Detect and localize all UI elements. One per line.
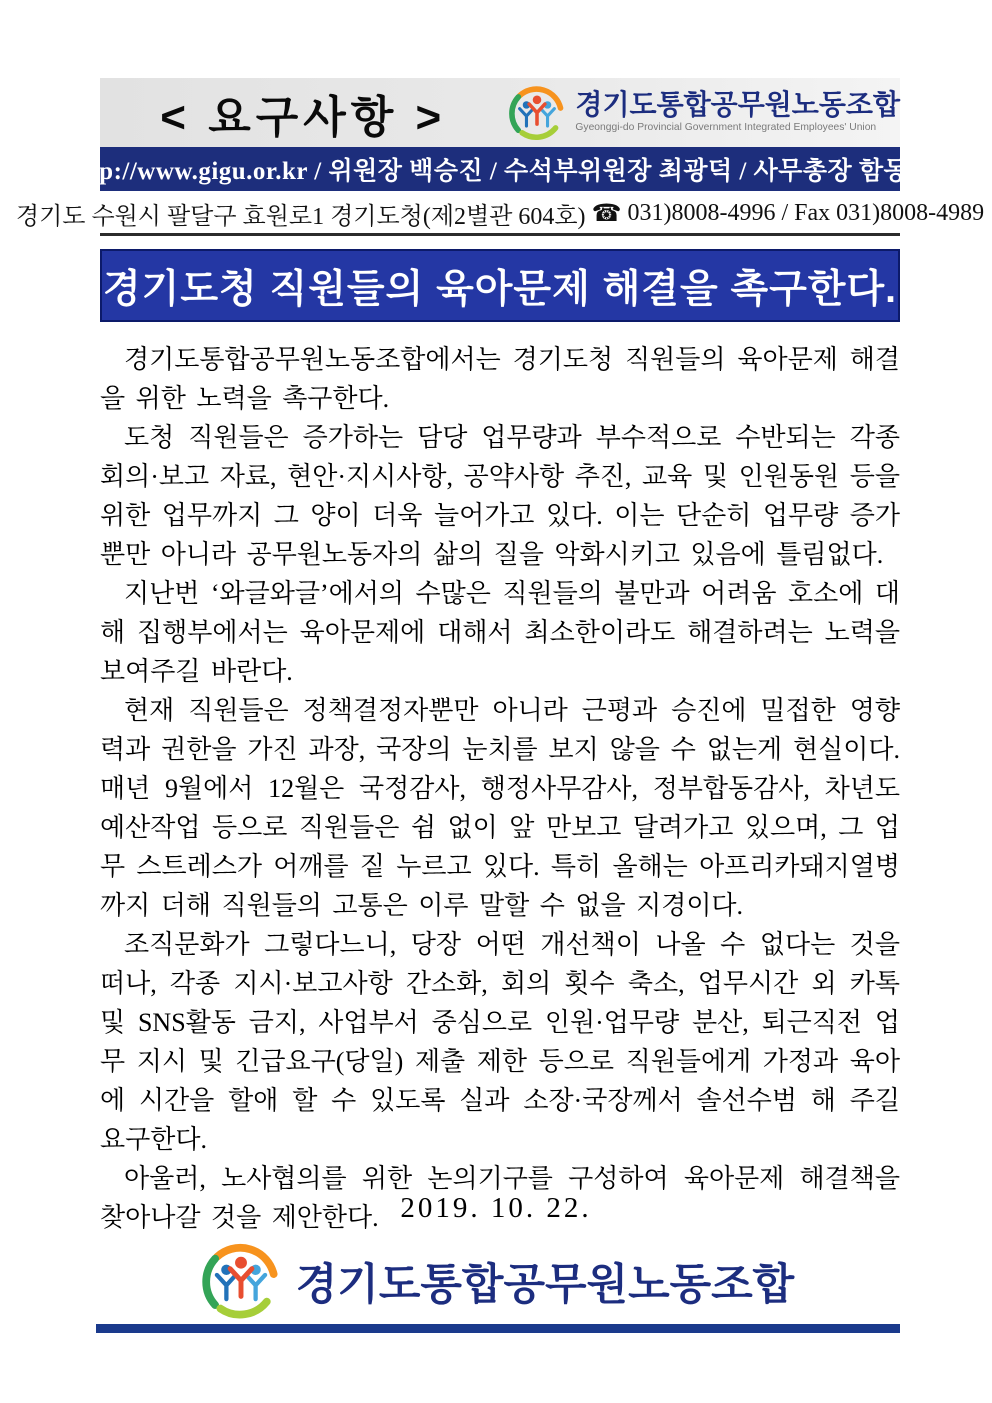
date-line: 2019. 10. 22. — [400, 1192, 592, 1224]
headline-box — [100, 249, 900, 322]
paragraph: 현재 직원들은 정책결정자뿐만 아니라 근평과 승진에 밀접한 영향력과 권한을 가진 과장, 국장의 눈치를 보지 않을 수 없는게 현실이다. 매년 9월에서 12월은 국정감사, 행정사무감사, 정부합동감사, 차년도 예산작업 등으로 직원들은 쉼 없이 앞 만보고 달려가고 있으며, 그 업무 스트레스가 어깨를 짙 누르고 있다. 특히 올해는 아프리카돼지열병까지 더해 직원들의 고통은 이루 말할 수 없을 지경이다. — [100, 696, 900, 920]
headline-text: 경기도청 직원들의 육아문제 해결을 촉구한다. — [103, 267, 897, 311]
union-logo-icon — [198, 1238, 284, 1324]
info-bar: http://www.gigu.or.kr / 위원장 백승진 / 수석부위원장 최광덕 / 사무총장 함동균 — [100, 147, 900, 191]
address-text: 경기도 수원시 팔달구 효원로1 경기도청(제2별관 604호) — [15, 203, 586, 230]
paragraph: 아울러, 노사협의를 위한 논의기구를 구성하여 육아문제 해결책을 찾아나갈 것을 제안한다. — [100, 1164, 900, 1232]
union-logo-icon — [506, 82, 568, 144]
banner-title: < 요구사항 > — [160, 92, 447, 142]
paragraph: 도청 직원들은 증가하는 담당 업무량과 부수적으로 수반되는 각종 회의·보고 자료, 현안·지시사항, 공약사항 추진, 교육 및 인원동원 등을 위한 업무까지 그 양이 더욱 늘어가고 있다. 이는 단순히 업무량 증가뿐만 아니라 공무원노동자의 삶의 질을 악화시키고 있음에 틀림없다. — [100, 423, 900, 569]
footer-logo-block — [0, 1238, 992, 1324]
org-name-english: Gyeonggi-do Provincial Government Integrated Employees' Union — [575, 122, 877, 134]
header-logo-block — [506, 82, 900, 144]
phone-icon: ☎ — [591, 200, 622, 227]
phone-fax-text: 031)8008-4996 / Fax 031)8008-4989 — [627, 199, 985, 226]
paragraph: 경기도통합공무원노동조합에서는 경기도청 직원들의 육아문제 해결을 위한 노력을 촉구한다. — [100, 345, 900, 413]
org-name: 경기도통합공무원노동조합 — [575, 89, 900, 121]
header-banner — [100, 78, 900, 147]
paragraph: 지난번 ‘와글와글’에서의 수많은 직원들의 불만과 어려움 호소에 대해 집행부에서는 육아문제에 대해서 최소한이라도 해결하려는 노력을 보여주길 바란다. — [100, 579, 900, 686]
paragraph: 조직문화가 그렇다느니, 당장 어떤 개선책이 나올 수 없다는 것을 떠나, 각종 지시·보고사항 간소화, 회의 횟수 축소, 업무시간 외 카톡 및 SNS활동 금지, 사업부서 중심으로 인원·업무량 분산, 퇴근직전 업무 지시 및 긴급요구(당일) 제출 제한 등으로 직원들에게 가정과 육아에 시간을 할애 할 수 있도록 실과 소장·국장께서 솔선수범 해 주길 요구한다. — [100, 930, 900, 1154]
footer-org-name: 경기도통합공무원노동조합 — [295, 1260, 795, 1309]
header-org-texts — [575, 91, 900, 133]
bottom-accent-bar — [96, 1324, 900, 1333]
document-body — [100, 340, 900, 1237]
address-line — [15, 193, 985, 236]
